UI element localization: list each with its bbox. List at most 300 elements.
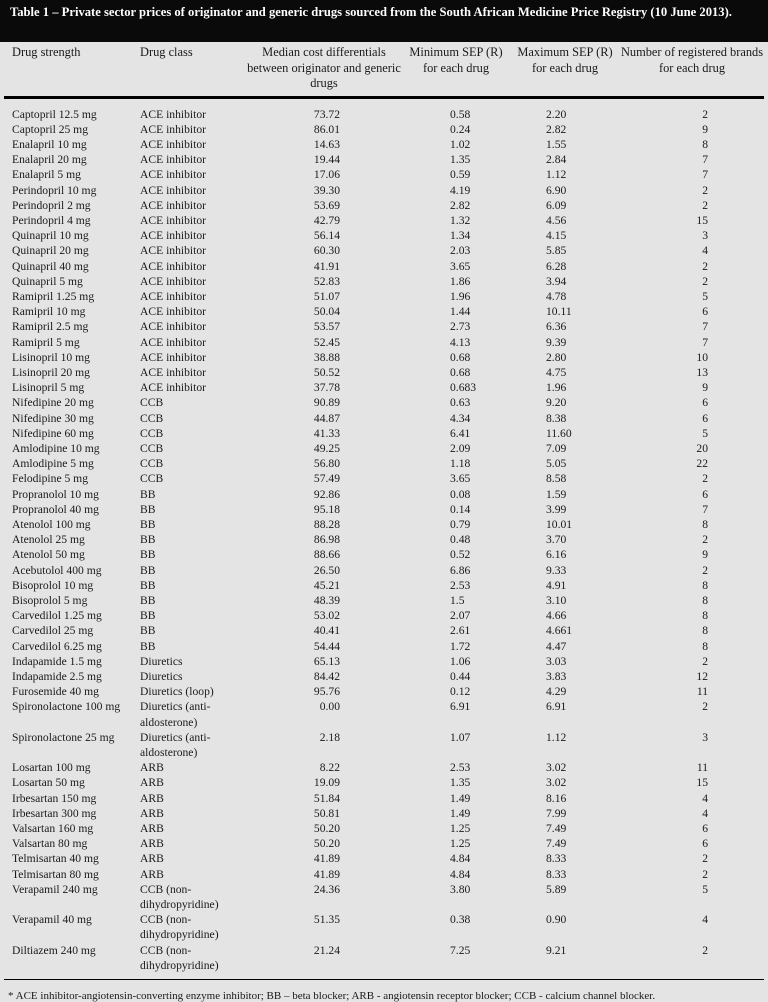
max-sep-cell: 2.82	[546, 122, 567, 136]
max-sep-cell: 6.28	[546, 259, 567, 273]
table-row	[4, 699, 764, 729]
min-sep-cell: 1.25	[450, 837, 471, 851]
table-row	[4, 654, 764, 669]
drug-class-cell: CCB	[140, 426, 164, 440]
drug-strength-cell: Diltiazem 240 mg	[12, 943, 96, 957]
median-cost-cell: 53.69	[313, 198, 340, 212]
table-row	[4, 304, 764, 319]
brand-count-cell: 6	[702, 837, 708, 851]
min-sep-cell: 2.82	[450, 198, 471, 212]
median-cost-cell: 73.72	[313, 107, 340, 121]
brand-count-cell: 5	[702, 426, 708, 440]
drug-class-cell: ARB	[140, 791, 164, 805]
drug-class-cell: Diuretics (anti-aldosterone)	[140, 730, 211, 760]
brand-count-cell: 9	[702, 381, 708, 395]
median-cost-cell: 52.45	[313, 335, 340, 349]
drug-class-cell: ACE inhibitor	[140, 183, 207, 197]
max-sep-cell: 3.02	[546, 761, 567, 775]
brand-count-cell: 15	[696, 776, 708, 790]
drug-strength-cell: Indapamide 2.5 mg	[12, 670, 102, 684]
max-sep-cell: 8.16	[546, 791, 567, 805]
max-sep-cell: 9.21	[546, 943, 567, 957]
median-cost-cell: 52.83	[313, 274, 340, 288]
median-cost-cell: 56.80	[313, 457, 340, 471]
drug-class-cell: ACE inhibitor	[140, 122, 207, 136]
drug-strength-cell: Enalapril 20 mg	[12, 153, 87, 167]
min-sep-cell: 2.07	[450, 609, 471, 623]
drug-class-cell: ACE inhibitor	[140, 381, 207, 395]
brand-count-cell: 8	[702, 624, 708, 638]
median-cost-cell: 51.07	[313, 289, 340, 303]
brand-count-cell: 8	[702, 517, 708, 531]
max-sep-cell: 4.15	[546, 229, 567, 243]
min-sep-cell: 1.44	[450, 305, 471, 319]
max-sep-cell: 2.20	[546, 107, 567, 121]
min-sep-cell: 0.68	[450, 350, 471, 364]
drug-strength-cell: Lisinopril 10 mg	[12, 350, 90, 364]
brand-count-cell: 2	[702, 198, 708, 212]
drug-strength-cell: Nifedipine 20 mg	[12, 396, 94, 410]
median-cost-cell: 17.06	[313, 168, 340, 182]
table-title: Table 1 – Private sector prices of originator and generic drugs sourced from the South African Medicine Price Registry (10 June 2013).	[0, 0, 768, 42]
brand-count-cell: 2	[702, 943, 708, 957]
median-cost-cell: 21.24	[313, 943, 340, 957]
drug-strength-cell: Quinapril 5 mg	[12, 274, 83, 288]
drug-class-cell: ARB	[140, 867, 164, 881]
max-sep-cell: 4.91	[546, 578, 567, 592]
table-row	[4, 441, 764, 456]
median-cost-cell: 19.44	[313, 153, 340, 167]
table-row	[4, 593, 764, 608]
drug-class-cell: ACE inhibitor	[140, 259, 207, 273]
drug-class-cell: ACE inhibitor	[140, 320, 207, 334]
max-sep-cell: 6.90	[546, 183, 567, 197]
drug-strength-cell: Perindopril 4 mg	[12, 213, 91, 227]
min-sep-cell: 0.08	[450, 487, 471, 501]
drug-strength-cell: Irbesartan 300 mg	[12, 806, 97, 820]
median-cost-cell: 14.63	[313, 137, 340, 151]
max-sep-cell: 3.94	[546, 274, 567, 288]
drug-class-cell: CCB	[140, 441, 164, 455]
min-sep-cell: 1.25	[450, 822, 471, 836]
drug-class-cell: Diuretics	[140, 670, 183, 684]
drug-class-cell: ACE inhibitor	[140, 213, 207, 227]
min-sep-cell: 4.34	[450, 411, 471, 425]
drug-class-cell: Diuretics (anti-aldosterone)	[140, 700, 211, 729]
brand-count-cell: 8	[702, 609, 708, 623]
brand-count-cell: 2	[702, 533, 708, 547]
drug-class-cell: BB	[140, 563, 156, 577]
median-cost-cell: 41.89	[313, 867, 340, 881]
drug-class-cell: Diuretics (loop)	[140, 685, 214, 699]
drug-strength-cell: Spironolactone 100 mg	[12, 700, 121, 714]
brand-count-cell: 2	[702, 472, 708, 486]
median-cost-cell: 95.18	[313, 502, 340, 516]
brand-count-cell: 9	[702, 122, 708, 136]
median-cost-cell: 39.30	[313, 183, 340, 197]
drug-strength-cell: Lisinopril 5 mg	[12, 381, 85, 395]
median-cost-cell: 26.50	[313, 563, 340, 577]
table-row	[4, 198, 764, 213]
min-sep-cell: 0.59	[450, 168, 471, 182]
brand-count-cell: 5	[702, 289, 708, 303]
min-sep-cell: 1.07	[450, 730, 471, 744]
max-sep-cell: 2.80	[546, 350, 567, 364]
table-row	[4, 684, 764, 699]
brand-count-cell: 7	[702, 335, 708, 349]
max-sep-cell: 6.16	[546, 548, 567, 562]
min-sep-cell: 0.38	[450, 913, 471, 927]
median-cost-cell: 38.88	[313, 350, 340, 364]
median-cost-cell: 95.76	[313, 685, 340, 699]
drug-strength-cell: Ramipril 10 mg	[12, 305, 86, 319]
drug-class-cell: BB	[140, 517, 156, 531]
drug-class-cell: ACE inhibitor	[140, 289, 207, 303]
drug-class-cell: ARB	[140, 761, 164, 775]
drug-class-cell: BB	[140, 639, 156, 653]
min-sep-cell: 3.65	[450, 259, 471, 273]
median-cost-cell: 24.36	[313, 882, 340, 896]
table-row	[4, 395, 764, 410]
max-sep-cell: 7.49	[546, 822, 567, 836]
header-min-sep: Minimum SEP (R) for each drug	[409, 45, 503, 75]
min-sep-cell: 0.48	[450, 533, 471, 547]
max-sep-cell: 4.661	[546, 624, 573, 638]
drug-class-cell: ACE inhibitor	[140, 168, 207, 182]
max-sep-cell: 1.55	[546, 137, 567, 151]
brand-count-cell: 4	[702, 913, 708, 927]
drug-strength-cell: Spironolactone 25 mg	[12, 730, 115, 744]
brand-count-cell: 13	[696, 365, 708, 379]
min-sep-cell: 3.80	[450, 882, 471, 896]
drug-class-cell: BB	[140, 533, 156, 547]
min-sep-cell: 4.19	[450, 183, 471, 197]
max-sep-cell: 3.99	[546, 502, 567, 516]
median-cost-cell: 41.91	[313, 259, 340, 273]
min-sep-cell: 1.49	[450, 806, 471, 820]
brand-count-cell: 4	[702, 806, 708, 820]
min-sep-cell: 0.58	[450, 107, 471, 121]
drug-class-cell: ACE inhibitor	[140, 335, 207, 349]
drug-class-cell: CCB	[140, 457, 164, 471]
table-row	[4, 183, 764, 198]
max-sep-cell: 10.01	[546, 517, 573, 531]
drug-strength-cell: Carvedilol 1.25 mg	[12, 609, 102, 623]
drug-class-cell: Diuretics	[140, 654, 183, 668]
max-sep-cell: 4.56	[546, 213, 567, 227]
brand-count-cell: 2	[702, 107, 708, 121]
table-row	[4, 836, 764, 851]
drug-strength-cell: Bisoprolol 5 mg	[12, 594, 88, 607]
median-cost-cell: 88.28	[313, 517, 340, 531]
brand-count-cell: 6	[702, 396, 708, 410]
brand-count-cell: 2	[702, 259, 708, 273]
drug-strength-cell: Ramipril 2.5 mg	[12, 320, 89, 334]
drug-strength-cell: Perindopril 10 mg	[12, 183, 97, 197]
table-row	[4, 380, 764, 395]
drug-class-cell: ACE inhibitor	[140, 107, 207, 121]
drug-strength-cell: Ramipril 5 mg	[12, 335, 80, 349]
drug-class-cell: ACE inhibitor	[140, 153, 207, 167]
min-sep-cell: 1.02	[450, 137, 471, 151]
table-row	[4, 335, 764, 350]
drug-strength-cell: Felodipine 5 mg	[12, 472, 88, 486]
min-sep-cell: 6.41	[450, 426, 471, 440]
median-cost-cell: 84.42	[313, 670, 340, 684]
table-row	[4, 882, 764, 912]
brand-count-cell: 2	[702, 183, 708, 197]
drug-strength-cell: Amlodipine 5 mg	[12, 457, 94, 471]
min-sep-cell: 0.24	[450, 122, 471, 136]
table-row	[4, 563, 764, 578]
max-sep-cell: 7.99	[546, 806, 567, 820]
min-sep-cell: 4.84	[450, 852, 471, 866]
brand-count-cell: 12	[696, 670, 708, 684]
drug-strength-cell: Verapamil 40 mg	[12, 913, 92, 927]
min-sep-cell: 2.61	[450, 624, 471, 638]
brand-count-cell: 10	[696, 350, 708, 364]
drug-class-cell: CCB	[140, 411, 164, 425]
median-cost-cell: 65.13	[313, 654, 340, 668]
max-sep-cell: 5.85	[546, 244, 567, 258]
table-row	[4, 350, 764, 365]
max-sep-cell: 5.89	[546, 882, 567, 896]
min-sep-cell: 1.35	[450, 776, 471, 790]
min-sep-cell: 6.91	[450, 700, 471, 714]
min-sep-cell: 4.13	[450, 335, 471, 349]
brand-count-cell: 7	[702, 153, 708, 167]
min-sep-cell: 4.84	[450, 867, 471, 881]
median-cost-cell: 88.66	[313, 548, 340, 562]
table-row	[4, 532, 764, 547]
brand-count-cell: 15	[696, 213, 708, 227]
drug-strength-cell: Losartan 50 mg	[12, 776, 85, 790]
min-sep-cell: 2.53	[450, 578, 471, 592]
median-cost-cell: 8.22	[319, 761, 340, 775]
max-sep-cell: 1.96	[546, 381, 567, 395]
brand-count-cell: 9	[702, 548, 708, 562]
drug-class-cell: BB	[140, 609, 156, 623]
drug-strength-cell: Telmisartan 40 mg	[12, 852, 99, 866]
drug-strength-cell: Lisinopril 20 mg	[12, 365, 90, 379]
drug-class-cell: BB	[140, 594, 156, 607]
brand-count-cell: 2	[702, 867, 708, 881]
table-row	[4, 289, 764, 304]
median-cost-cell: 49.25	[313, 441, 340, 455]
drug-strength-cell: Losartan 100 mg	[12, 761, 91, 775]
max-sep-cell: 1.12	[546, 730, 567, 744]
drug-strength-cell: Valsartan 160 mg	[12, 822, 94, 836]
table-row	[4, 228, 764, 243]
max-sep-cell: 1.12	[546, 168, 567, 182]
max-sep-cell: 3.70	[546, 533, 567, 547]
max-sep-cell: 2.84	[546, 153, 567, 167]
drug-class-cell: BB	[140, 487, 156, 501]
drug-strength-cell: Quinapril 20 mg	[12, 244, 89, 258]
min-sep-cell: 3.65	[450, 472, 471, 486]
drug-class-cell: ACE inhibitor	[140, 244, 207, 258]
max-sep-cell: 10.11	[546, 305, 572, 319]
drug-strength-cell: Atenolol 25 mg	[12, 533, 85, 547]
max-sep-cell: 4.78	[546, 289, 567, 303]
brand-count-cell: 8	[702, 639, 708, 653]
median-cost-cell: 50.20	[313, 837, 340, 851]
table-row	[4, 821, 764, 836]
brand-count-cell: 6	[702, 305, 708, 319]
header-drug-strength: Drug strength	[12, 45, 81, 59]
min-sep-cell: 7.25	[450, 943, 471, 957]
min-sep-cell: 1.35	[450, 153, 471, 167]
min-sep-cell: 1.18	[450, 457, 471, 471]
drug-strength-cell: Telmisartan 80 mg	[12, 867, 99, 881]
median-cost-cell: 50.81	[313, 806, 340, 820]
median-cost-cell: 92.86	[313, 487, 340, 501]
table-row	[4, 608, 764, 623]
brand-count-cell: 6	[702, 411, 708, 425]
min-sep-cell: 1.06	[450, 654, 471, 668]
table-row	[4, 213, 764, 228]
drug-class-cell: ACE inhibitor	[140, 365, 207, 379]
drug-strength-cell: Verapamil 240 mg	[12, 882, 98, 896]
drug-class-cell: ARB	[140, 837, 164, 851]
drug-price-table	[4, 42, 764, 980]
median-cost-cell: 53.57	[313, 320, 340, 334]
drug-strength-cell: Furosemide 40 mg	[12, 685, 99, 699]
min-sep-cell: 0.14	[450, 502, 471, 516]
median-cost-cell: 51.84	[313, 791, 340, 805]
median-cost-cell: 60.30	[313, 244, 340, 258]
max-sep-cell: 4.75	[546, 365, 567, 379]
table-row	[4, 502, 764, 517]
min-sep-cell: 0.68	[450, 365, 471, 379]
drug-class-cell: ACE inhibitor	[140, 198, 207, 212]
drug-strength-cell: Atenolol 100 mg	[12, 517, 91, 531]
header-brand-count: Number of registered brands for each drug	[620, 45, 764, 75]
max-sep-cell: 8.33	[546, 852, 567, 866]
brand-count-cell: 6	[702, 487, 708, 501]
brand-count-cell: 2	[702, 700, 708, 714]
table-row	[4, 791, 764, 806]
table-row	[4, 122, 764, 137]
max-sep-cell: 7.49	[546, 837, 567, 851]
median-cost-cell: 90.89	[313, 396, 340, 410]
median-cost-cell: 41.89	[313, 852, 340, 866]
brand-count-cell: 5	[702, 882, 708, 896]
brand-count-cell: 11	[696, 761, 708, 775]
drug-strength-cell: Propranolol 10 mg	[12, 487, 99, 501]
table-row	[4, 623, 764, 638]
footnote: * ACE inhibitor-angiotensin-converting enzyme inhibitor; BB – beta blocker; ARB - angiotensin receptor blocker; CCB - calcium channel blocker.	[8, 990, 656, 1002]
table-row	[4, 943, 764, 980]
table-row	[4, 760, 764, 775]
max-sep-cell: 4.47	[546, 639, 567, 653]
table-row	[4, 97, 764, 122]
max-sep-cell: 3.03	[546, 654, 567, 668]
min-sep-cell: 2.53	[450, 761, 471, 775]
drug-class-cell: BB	[140, 624, 156, 638]
min-sep-cell: 0.79	[450, 517, 471, 531]
median-cost-cell: 44.87	[313, 411, 340, 425]
table-row	[4, 912, 764, 942]
brand-count-cell: 2	[702, 654, 708, 668]
max-sep-cell: 6.36	[546, 320, 567, 334]
max-sep-cell: 8.58	[546, 472, 567, 486]
drug-strength-cell: Indapamide 1.5 mg	[12, 654, 102, 668]
table-row	[4, 851, 764, 866]
brand-count-cell: 6	[702, 822, 708, 836]
table-row	[4, 259, 764, 274]
min-sep-cell: 0.12	[450, 685, 471, 699]
brand-count-cell: 4	[702, 791, 708, 805]
drug-strength-cell: Captopril 25 mg	[12, 122, 88, 136]
brand-count-cell: 22	[696, 457, 708, 471]
header-drug-class: Drug class	[140, 45, 193, 59]
drug-strength-cell: Enalapril 5 mg	[12, 168, 81, 182]
min-sep-cell: 1.96	[450, 289, 471, 303]
median-cost-cell: 2.18	[319, 730, 340, 744]
max-sep-cell: 3.10	[546, 594, 567, 607]
table-row	[4, 152, 764, 167]
median-cost-cell: 86.98	[313, 533, 340, 547]
min-sep-cell: 6.86	[450, 563, 471, 577]
max-sep-cell: 9.20	[546, 396, 567, 410]
brand-count-cell: 2	[702, 274, 708, 288]
max-sep-cell: 9.39	[546, 335, 567, 349]
drug-class-cell: CCB	[140, 396, 164, 410]
max-sep-cell: 6.09	[546, 198, 567, 212]
drug-strength-cell: Quinapril 40 mg	[12, 259, 89, 273]
drug-class-cell: CCB	[140, 472, 164, 486]
min-sep-cell: 1.86	[450, 274, 471, 288]
median-cost-cell: 50.04	[313, 305, 340, 319]
header-median-cost: Median cost differentials between originator and generic drugs	[247, 45, 401, 90]
median-cost-cell: 56.14	[313, 229, 340, 243]
drug-class-cell: ACE inhibitor	[140, 274, 207, 288]
drug-strength-cell: Ramipril 1.25 mg	[12, 289, 95, 303]
drug-strength-cell: Bisoprolol 10 mg	[12, 578, 94, 592]
brand-count-cell: 3	[702, 730, 708, 744]
table-row	[4, 669, 764, 684]
min-sep-cell: 1.72	[450, 639, 471, 653]
drug-strength-cell: Quinapril 10 mg	[12, 229, 89, 243]
min-sep-cell: 2.73	[450, 320, 471, 334]
median-cost-cell: 57.49	[313, 472, 340, 486]
drug-class-cell: ACE inhibitor	[140, 350, 207, 364]
table-row	[4, 365, 764, 380]
table-row	[4, 137, 764, 152]
table-row	[4, 730, 764, 760]
brand-count-cell: 11	[696, 685, 708, 699]
median-cost-cell: 50.20	[313, 822, 340, 836]
min-sep-cell: 1.32	[450, 213, 471, 227]
median-cost-cell: 48.39	[313, 594, 340, 607]
drug-class-cell: ARB	[140, 806, 164, 820]
median-cost-cell: 40.41	[313, 624, 340, 638]
drug-class-cell: ACE inhibitor	[140, 137, 207, 151]
min-sep-cell: 1.5	[450, 594, 465, 607]
drug-class-cell: ARB	[140, 822, 164, 836]
table-row	[4, 578, 764, 593]
drug-strength-cell: Enalapril 10 mg	[12, 137, 87, 151]
median-cost-cell: 45.21	[313, 578, 340, 592]
table-row	[4, 806, 764, 821]
max-sep-cell: 4.29	[546, 685, 567, 699]
table-row	[4, 411, 764, 426]
table-row	[4, 471, 764, 486]
min-sep-cell: 0.683	[450, 381, 477, 395]
drug-class-cell: CCB (non-dihydropyridine)	[140, 882, 219, 912]
max-sep-cell: 6.91	[546, 700, 567, 714]
